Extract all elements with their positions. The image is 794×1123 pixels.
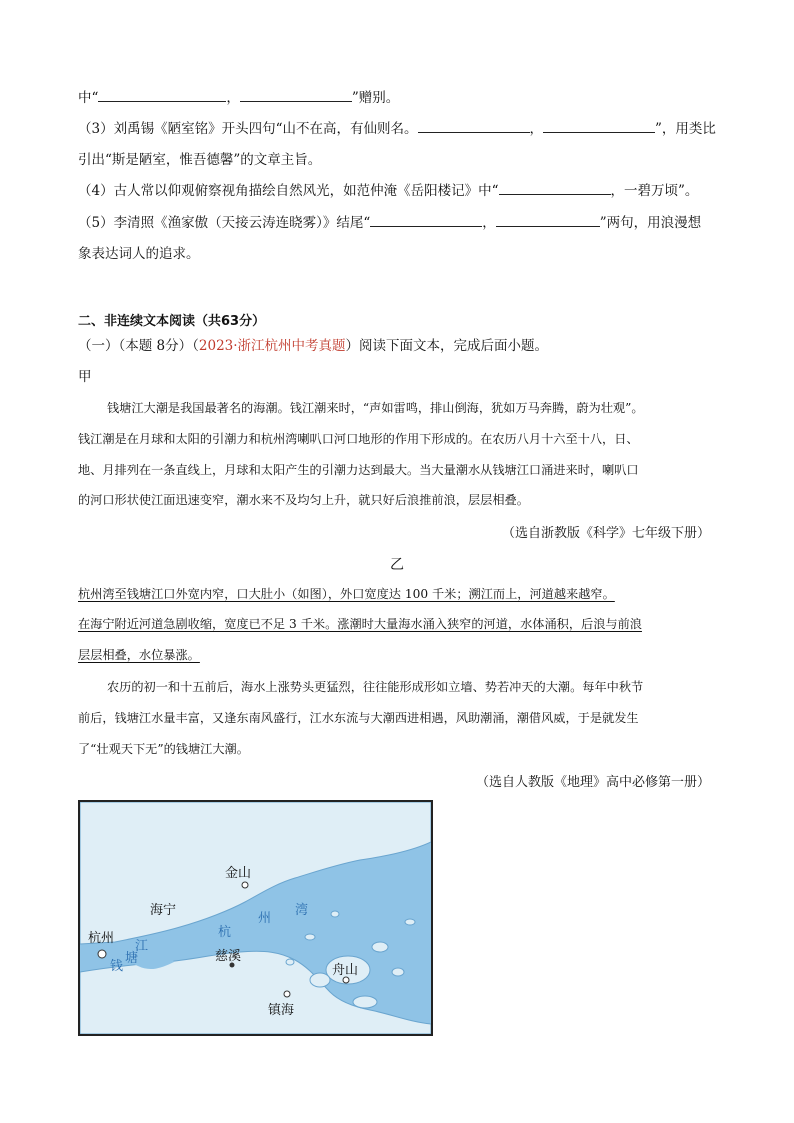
passage-yi-line: 农历的初一和十五前后，海水上涨势头更猛烈，往往能形成形如立墙、势若冲天的大潮。每年中秋节 bbox=[107, 680, 644, 694]
island bbox=[372, 942, 388, 952]
passage-yi-underlined-line: 层层相叠，水位暴涨。 bbox=[78, 648, 200, 662]
island bbox=[392, 968, 404, 976]
label-zhenhai: 镇海 bbox=[268, 1003, 295, 1018]
q5-line2: 象表达词人的追求。 bbox=[78, 246, 200, 262]
answer-blank[interactable] bbox=[418, 120, 530, 133]
passage-yi-source: （选自人教版《地理》高中必修第一册） bbox=[475, 775, 710, 790]
answer-blank[interactable] bbox=[543, 120, 655, 133]
label-bay-wan: 湾 bbox=[295, 903, 309, 918]
label-zhoushan: 舟山 bbox=[332, 963, 359, 978]
passage-yi-marker: 乙 bbox=[390, 557, 404, 573]
label-cixi: 慈溪 bbox=[215, 949, 242, 964]
label-river-tang: 塘 bbox=[125, 951, 139, 966]
subsection-title: （一）（本题 8分）（2023·浙江杭州中考真题）阅读下面文本，完成后面小题。 bbox=[78, 338, 549, 354]
passage-jia-line: 的河口形状使江面迅速变窄，潮水来不及均匀上升，就只好后浪推前浪，层层相叠。 bbox=[78, 493, 529, 507]
label-bay-hang: 杭 bbox=[218, 925, 232, 940]
passage-jia-line: 地、月排列在一条直线上，月球和太阳产生的引潮力达到最大。当大量潮水从钱塘江口涌进来时，喇叭口 bbox=[78, 463, 639, 477]
passage-jia-line: 钱江潮是在月球和太阳的引潮力和杭州湾喇叭口河口地形的作用下形成的。在农历八月十六至十八，日、 bbox=[78, 432, 639, 446]
island bbox=[305, 934, 315, 940]
label-river-jiang: 江 bbox=[135, 939, 149, 954]
answer-blank[interactable] bbox=[370, 214, 482, 227]
passage-yi-line: 前后，钱塘江水量丰富，又逢东南风盛行，江水东流与大潮西进相遇，风助潮涌，潮借风威，于是就发生 bbox=[78, 711, 639, 725]
q2-tail: 中“ ， ”赠别。 bbox=[78, 90, 400, 106]
answer-blank[interactable] bbox=[496, 214, 600, 227]
hangzhou-bay-map bbox=[78, 800, 433, 1036]
passage-jia-line: 钱塘江大潮是我国最著名的海潮。钱江潮来时，“声如雷鸣，排山倒海，犹如万马奔腾，蔚为壮观”。 bbox=[107, 401, 644, 415]
hangzhou-marker bbox=[98, 950, 106, 958]
q4-line: （4）古人常以仰观俯察视角描绘自然风光，如范仲淹《岳阳楼记》中“ ，一碧万顷”。 bbox=[78, 183, 699, 199]
label-river-qian: 钱 bbox=[110, 959, 124, 974]
map-figure bbox=[80, 802, 431, 1034]
exam-source-link[interactable]: 2023·浙江杭州中考真题 bbox=[198, 338, 346, 354]
island bbox=[310, 973, 330, 987]
zhenhai-marker bbox=[284, 991, 290, 997]
label-haining: 海宁 bbox=[150, 903, 177, 918]
island bbox=[405, 919, 415, 925]
q3-line2: 引出“斯是陋室，惟吾德馨”的文章主旨。 bbox=[78, 152, 322, 168]
q3-line1: （3）刘禹锡《陋室铭》开头四句“山不在高，有仙则名。 ， ”，用类比 bbox=[78, 121, 716, 137]
label-jinshan: 金山 bbox=[225, 866, 252, 881]
answer-blank[interactable] bbox=[240, 89, 352, 102]
island bbox=[286, 959, 294, 965]
label-bay-zhou: 州 bbox=[258, 911, 272, 926]
section-heading: 二、非连续文本阅读（共63分） bbox=[78, 314, 266, 329]
island bbox=[331, 911, 339, 917]
answer-blank[interactable] bbox=[98, 89, 226, 102]
passage-yi-underlined-line: 在海宁附近河道急剧收缩，宽度已不足 3 千米。涨潮时大量海水涌入狭窄的河道，水体涌积，后浪与前浪 bbox=[78, 617, 642, 631]
answer-blank[interactable] bbox=[499, 182, 611, 195]
passage-jia-marker: 甲 bbox=[78, 369, 92, 385]
jinshan-marker bbox=[242, 882, 248, 888]
q5-line1: （5）李清照《渔家傲（天接云涛连晓雾）》结尾“ ， ”两句，用浪漫想 bbox=[78, 215, 702, 231]
passage-jia-source: （选自浙教版《科学》七年级下册） bbox=[501, 526, 710, 541]
passage-yi-line: 了“壮观天下无”的钱塘江大潮。 bbox=[78, 742, 249, 756]
island bbox=[353, 996, 377, 1008]
label-hangzhou: 杭州 bbox=[88, 931, 115, 946]
passage-yi-underlined-line: 杭州湾至钱塘江口外宽内窄，口大肚小（如图），外口宽度达 100 千米；溯江而上，河道越来越窄。 bbox=[78, 587, 615, 601]
